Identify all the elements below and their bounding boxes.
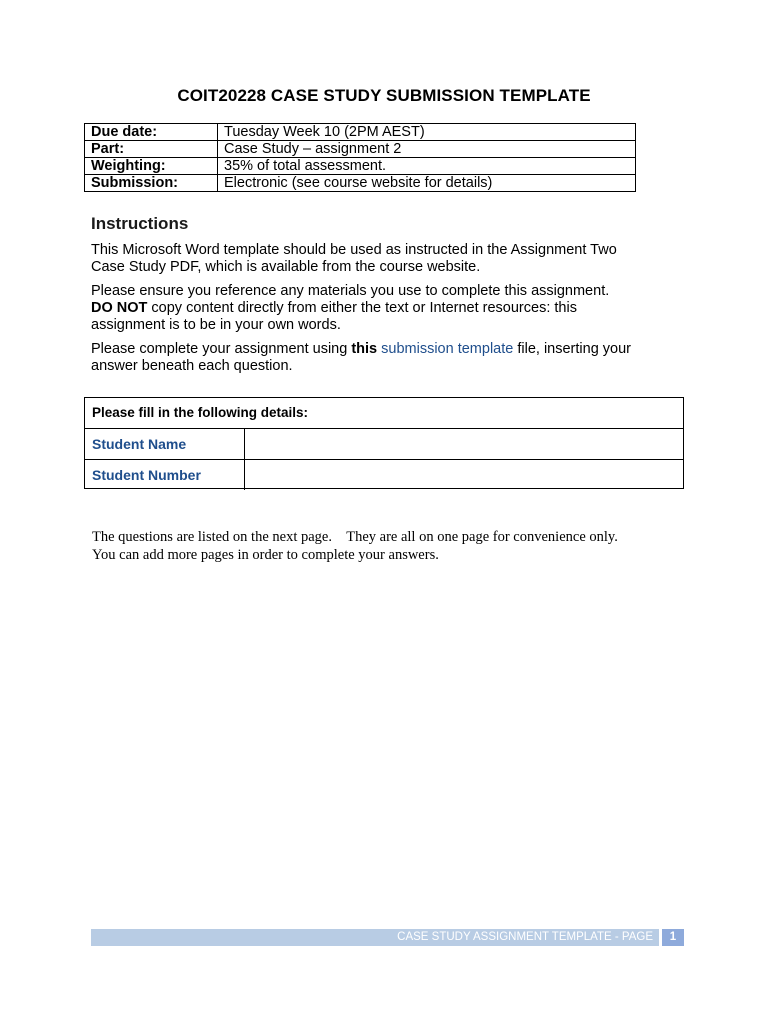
due-date-value: Tuesday Week 10 (2PM AEST): [218, 124, 636, 141]
text-span: file, inserting your: [513, 341, 631, 357]
text-span: Please complete your assignment using: [91, 341, 352, 357]
table-row: [85, 124, 636, 141]
table-row: [85, 429, 683, 460]
page-footer: [91, 929, 684, 946]
submission-label: Submission:: [85, 175, 218, 192]
text-line: answer beneath each question.: [91, 358, 293, 374]
document-title: COIT20228 CASE STUDY SUBMISSION TEMPLATE: [177, 86, 591, 105]
student-name-label: Student Name: [85, 429, 245, 459]
due-date-label: Due date:: [85, 124, 218, 141]
student-number-field[interactable]: [245, 460, 683, 490]
footer-text: CASE STUDY ASSIGNMENT TEMPLATE - PAGE: [91, 929, 659, 946]
this-emphasis: this: [351, 341, 378, 357]
instructions-paragraph-2: [91, 283, 691, 334]
text-span: copy content directly from either the text or Internet resources: this: [147, 300, 577, 316]
instructions-heading: Instructions: [91, 214, 189, 233]
note-paragraph: [92, 528, 712, 564]
details-heading: Please fill in the following details:: [85, 398, 683, 429]
table-row: [85, 158, 636, 175]
table-row: [85, 460, 683, 490]
instructions-paragraph-3: [91, 341, 691, 375]
text-line: assignment is to be in your own words.: [91, 317, 341, 333]
text-line: Case Study PDF, which is available from the course website.: [91, 259, 481, 275]
table-row: [85, 175, 636, 192]
student-name-field[interactable]: [245, 429, 683, 459]
do-not-emphasis: DO NOT: [91, 300, 148, 316]
student-details-table: [84, 397, 684, 489]
student-number-label: Student Number: [85, 460, 245, 490]
text-line: This Microsoft Word template should be used as instructed in the Assignment Two: [91, 242, 617, 258]
table-row: [85, 141, 636, 158]
text-line: [91, 300, 691, 317]
text-line: The questions are listed on the next page. They are all on one page for convenience only.: [92, 529, 618, 545]
instructions-paragraph-1: [91, 242, 691, 276]
weighting-value: 35% of total assessment.: [218, 158, 636, 175]
page-number: 1: [662, 929, 684, 946]
submission-template-link[interactable]: submission template: [381, 341, 514, 357]
text-line: You can add more pages in order to complete your answers.: [92, 547, 439, 563]
text-line: [91, 341, 691, 358]
text-line: Please ensure you reference any materials you use to complete this assignment.: [91, 283, 610, 299]
part-value: Case Study – assignment 2: [218, 141, 636, 158]
submission-value: Electronic (see course website for details): [218, 175, 636, 192]
part-label: Part:: [85, 141, 218, 158]
assignment-info-table: [84, 123, 636, 192]
weighting-label: Weighting:: [85, 158, 218, 175]
